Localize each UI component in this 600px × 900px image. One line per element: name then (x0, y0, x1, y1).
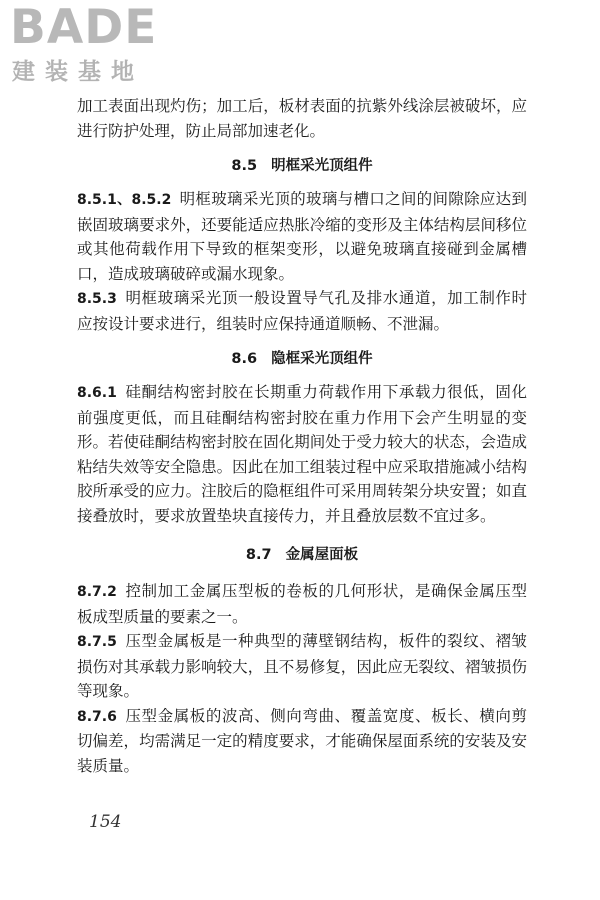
clause-number: 8.6.1 (77, 385, 117, 401)
section-title: 金属屋面板 (285, 547, 359, 563)
section-number: 8.6 (231, 351, 258, 367)
clause-paragraph (77, 380, 527, 528)
section-heading-8-7 (77, 543, 527, 567)
publisher-logo (8, 0, 178, 90)
logo-chinese-text: 建装基地 (12, 59, 144, 85)
page-body (77, 94, 527, 778)
clause-paragraph (77, 704, 527, 779)
intro-paragraph: 加工表面出现灼伤；加工后，板材表面的抗紫外线涂层被破坏，应进行防护处理，防止局部加速老化。 (77, 97, 527, 140)
clause-text: 压型金属板的波高、侧向弯曲、覆盖宽度、板长、横向剪切偏差，均需满足一定的精度要求，才能确保屋面系统的安装及安装质量。 (77, 706, 527, 775)
clause-number: 8.7.5 (77, 634, 117, 650)
page-number: 154 (89, 812, 122, 832)
clause-number: 8.5.3 (77, 291, 117, 307)
clause-number: 8.7.6 (77, 708, 117, 725)
clause-text: 明框玻璃采光顶一般设置导气孔及排水通道，加工制作时应按设计要求进行，组装时应保持通道顺畅、不泄漏。 (77, 289, 527, 333)
section-heading-8-5 (77, 154, 527, 178)
section-title: 隐框采光顶组件 (271, 351, 373, 367)
clause-paragraph (77, 187, 527, 286)
section-number: 8.7 (245, 547, 272, 563)
section-number: 8.5 (231, 158, 258, 174)
clause-text: 控制加工金属压型板的卷板的几何形状，是确保金属压型板成型质量的要素之一。 (77, 582, 527, 626)
clause-paragraph (77, 579, 527, 629)
clause-paragraph (77, 629, 527, 704)
clause-number: 8.5.1、8.5.2 (77, 192, 172, 208)
logo-latin-text: BADE (10, 0, 158, 55)
clause-number: 8.7.2 (77, 584, 117, 600)
clause-paragraph (77, 286, 527, 336)
section-title: 明框采光顶组件 (271, 158, 373, 174)
clause-text: 硅酮结构密封胶在长期重力荷载作用下承载力很低，固化前强度更低，而且硅酮结构密封胶在重力作用下会产生明显的变形。若使硅酮结构密封胶在固化期间处于受力较大的状态，会造成粘结失效等安全隐患。因此在加工组装过程中应采取措施减小结构胶所承受的应力。注胶后的隐框组件可采用周转架分块安置；如直接叠放时，要求放置垫块直接传力，并且叠放层数不宜过多。 (77, 383, 527, 525)
section-heading-8-6 (77, 347, 527, 371)
clause-text: 压型金属板是一种典型的薄壁钢结构，板件的裂纹、褶皱损伤对其承载力影响较大，且不易修复，因此应无裂纹、褶皱损伤等现象。 (77, 632, 527, 700)
clause-text: 明框玻璃采光顶的玻璃与槽口之间的间隙除应达到嵌固玻璃要求外，还要能适应热胀冷缩的变形及主体结构层间移位或其他荷载作用下导致的框架变形，以避免玻璃直接碰到金属槽口，造成玻璃破碎或漏水现象。 (77, 190, 527, 283)
